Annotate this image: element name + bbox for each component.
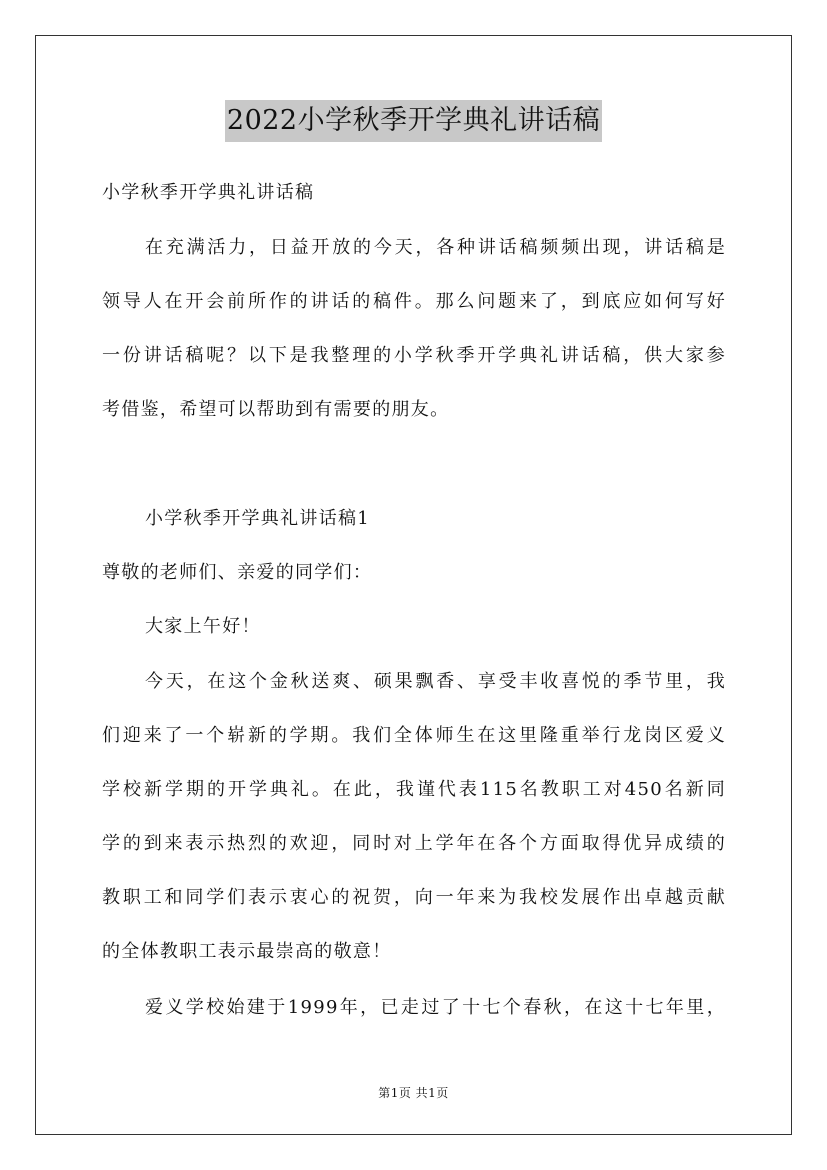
paragraph-line: 领导人在开会前所作的讲话的稿件。那么问题来了，到底应如何写好 [102, 291, 726, 312]
title-container [0, 100, 827, 142]
page-footer: 第1页 共1页 [378, 1086, 449, 1100]
section-heading: 小学秋季开学典礼讲话稿1 [145, 508, 371, 529]
subtitle-line: 小学秋季开学典礼讲话稿 [102, 182, 315, 203]
paragraph-line: 在充满活力，日益开放的今天，各种讲话稿频频出现，讲话稿是 [145, 237, 726, 258]
paragraph-line: 考借鉴，希望可以帮助到有需要的朋友。 [102, 399, 450, 420]
paragraph-line: 们迎来了一个崭新的学期。我们全体师生在这里隆重举行龙岗区爱义 [102, 725, 726, 746]
paragraph-line: 爱义学校始建于1999年，已走过了十七个春秋，在这十七年里， [145, 997, 726, 1018]
salutation-line: 尊敬的老师们、亲爱的同学们： [102, 562, 373, 583]
greeting-line: 大家上午好！ [145, 616, 261, 637]
paragraph-line: 今天，在这个金秋送爽、硕果飘香、享受丰收喜悦的季节里，我 [145, 671, 726, 692]
paragraph-line: 教职工和同学们表示衷心的祝贺，向一年来为我校发展作出卓越贡献 [102, 887, 726, 908]
paragraph-line: 学校新学期的开学典礼。在此，我谨代表115名教职工对450名新同 [102, 779, 726, 800]
paragraph-line: 的全体教职工表示最崇高的敬意！ [102, 941, 392, 962]
document-title: 2022小学秋季开学典礼讲话稿 [225, 100, 602, 142]
paragraph-line: 学的到来表示热烈的欢迎，同时对上学年在各个方面取得优异成绩的 [102, 833, 726, 854]
paragraph-line: 一份讲话稿呢？以下是我整理的小学秋季开学典礼讲话稿，供大家参 [102, 345, 726, 366]
